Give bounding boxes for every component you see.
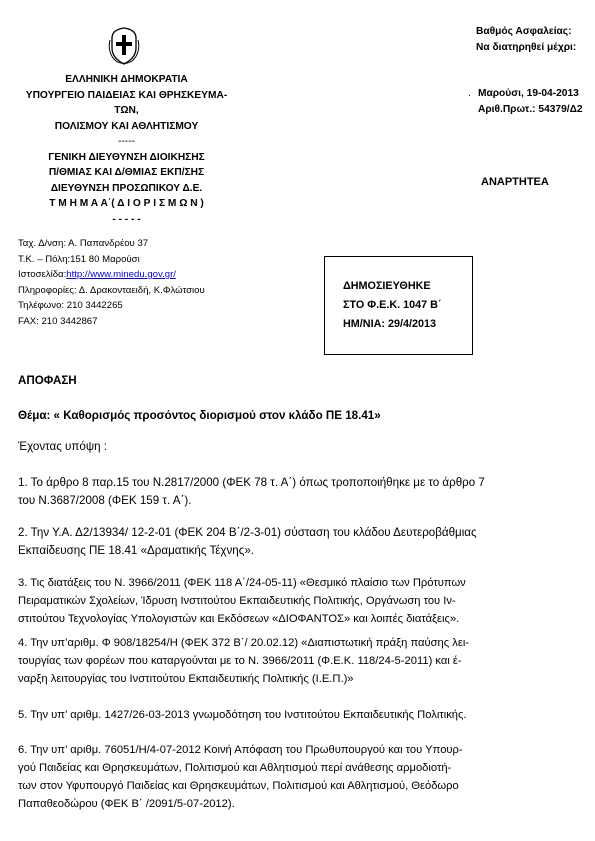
issuer-header	[14, 72, 239, 227]
item-line: Πειραματικών Σχολείων, Ίδρυση Ινστιτούτου Εκπαιδευτικής Πολιτικής, Οργάνωση του Ιν-	[18, 595, 456, 607]
republic-title: ΕΛΛΗΝΙΚΗ ΔΗΜΟΚΡΑΤΙΑ	[65, 74, 188, 85]
posting-label: ΑΝΑΡΤΗΤΕΑ	[481, 176, 549, 188]
department-title: Τ Μ Η Μ Α Α΄( Δ Ι Ο Ρ Ι Σ Μ Ω Ν )	[49, 198, 204, 209]
date-protocol-block	[478, 86, 583, 117]
postal-code: Τ.Κ. – Πόλη:151 80 Μαρούσι	[18, 253, 140, 265]
website-line	[18, 267, 258, 283]
item-line: Παπαθεοδώρου (ΦΕΚ Β΄ /2091/5-07-2012).	[18, 798, 235, 810]
item-line: 1. Το άρθρο 8 παρ.15 του Ν.2817/2000 (ΦΕΚ 78 τ. Α΄) όπως τροποποιήθηκε με το άρθρο 7	[18, 476, 485, 489]
retention: Να διατηρηθεί μέχρι:	[476, 41, 577, 53]
stamp-line-1: ΔΗΜΟΣΙΕΥΘΗΚΕ	[343, 280, 431, 292]
ministry-line-3: ΠΟΛΙΣΜΟΥ ΚΑΙ ΑΘΛΗΤΙΣΜΟΥ	[54, 120, 199, 132]
fax: FAX: 210 3442867	[18, 315, 98, 327]
item-line: 5. Την υπ’ αριθμ. 1427/26-03-2013 γνωμοδότηση του Ινστιτούτου Εκπαιδευτικής Πολιτικής.	[18, 709, 467, 721]
ministry-line-1: ΥΠΟΥΡΓΕΙΟ ΠΑΙΔΕΙΑΣ ΚΑΙ ΘΡΗΣΚΕΥΜΑ-	[25, 89, 228, 101]
item-line: 6. Την υπ’ αριθμ. 76051/Η/4-07-2012 Κοινή Απόφαση του Πρωθυπουργού και του Υπουρ-	[18, 744, 463, 756]
general-directorate-line-2: Π/ΘΜΙΑΣ ΚΑΙ Δ/ΘΜΙΑΣ ΕΚΠ/ΣΗΣ	[48, 167, 205, 178]
contact-block	[18, 236, 258, 329]
general-directorate-line-1: ΓΕΝΙΚΗ ΔΙΕΥΘΥΝΣΗ ΔΙΟΙΚΗΣΗΣ	[48, 151, 205, 163]
item-line: των στον Υφυπουργό Παιδείας και Θρησκευμάτων, Πολιτισμού και Αθλητισμού, Θεόδωρο	[18, 780, 459, 792]
dot-mark: .	[468, 88, 471, 99]
security-level: Βαθμός Ασφαλείας:	[476, 26, 572, 37]
decision-title: ΑΠΟΦΑΣΗ	[18, 374, 77, 387]
item-line: στιτούτου Τεχνολογίας Υπολογιστών και Εκδόσεων «ΔΙΟΦΑΝΤΟΣ» και λοιπές διατάξεις».	[18, 613, 460, 625]
item-6	[18, 741, 558, 813]
item-line: γού Παιδείας και Θρησκευμάτων, Πολιτισμού και Αθλητισμού περί ανάθεσης αρμοδιοτή-	[18, 762, 452, 774]
stamp-line-3: ΗΜ/ΝΙΑ: 29/4/2013	[343, 318, 437, 330]
item-5	[18, 706, 558, 724]
item-line: 4. Την υπ’αριθμ. Φ 908/18254/Η (ΦΕΚ 372 Β΄/ 20.02.12) «Διαπιστωτική πράξη παύσης λει-	[18, 637, 470, 649]
separator: - - - - -	[112, 213, 141, 225]
contact-person: Πληροφορίες: Δ. Δρακονταειδή, Κ.Φλώτσιου	[18, 284, 205, 296]
item-line: 3. Τις διατάξεις του Ν. 3966/2011 (ΦΕΚ 118 Α΄/24-05-11) «Θεσμικό πλαίσιο των Πρότυπων	[18, 577, 466, 589]
protocol-number: Αριθ.Πρωτ.: 54379/Δ2	[478, 103, 583, 115]
item-1	[18, 474, 538, 510]
considering-line: Έχοντας υπόψη :	[18, 440, 107, 453]
item-3	[18, 574, 558, 628]
stamp-line-2: ΣΤΟ Φ.Ε.Κ. 1047 Β΄	[343, 299, 442, 311]
subject-line: Θέμα: « Καθορισμός προσόντος διορισμού στον κλάδο ΠΕ 18.41»	[18, 409, 381, 422]
place-date: Μαρούσι, 19-04-2013	[478, 88, 579, 99]
item-line: τουργίας των φορέων που καταργούνται με το Ν. 3966/2011 (Φ.Ε.Κ. 118/24-5-2011) και έ-	[18, 655, 462, 667]
ministry-line-2: ΤΩΝ,	[114, 105, 139, 116]
website-link[interactable]: http://www.minedu.gov.gr/	[66, 269, 176, 280]
security-block	[476, 24, 595, 55]
phone: Τηλέφωνο: 210 3442265	[18, 300, 123, 311]
greek-coat-of-arms-emblem	[107, 26, 141, 66]
publication-stamp	[324, 256, 473, 355]
item-line: Εκπαίδευσης ΠΕ 18.41 «Δραματικής Τέχνης».	[18, 544, 255, 557]
website-label: Ιστοσελίδα:	[18, 269, 67, 280]
item-4	[18, 634, 558, 688]
address: Ταχ. Δ/νση: Α. Παπανδρέου 37	[18, 238, 149, 249]
item-line: του Ν.3687/2008 (ΦΕΚ 159 τ. Α΄).	[18, 494, 192, 507]
general-directorate-line-3: ΔΙΕΥΘΥΝΣΗ ΠΡΟΣΩΠΙΚΟΥ Δ.Ε.	[50, 182, 203, 194]
item-line: 2. Την Υ.Α. Δ2/13934/ 12-2-01 (ΦΕΚ 204 Β΄/2-3-01) σύσταση του κλάδου Δευτεροβάθμιας	[18, 526, 477, 539]
item-2	[18, 524, 538, 560]
separator: -----	[118, 136, 135, 147]
item-line: ναρξη λειτουργίας του Ινστιτούτου Εκπαιδευτικής Πολιτικής (Ι.Ε.Π.)»	[18, 673, 354, 685]
